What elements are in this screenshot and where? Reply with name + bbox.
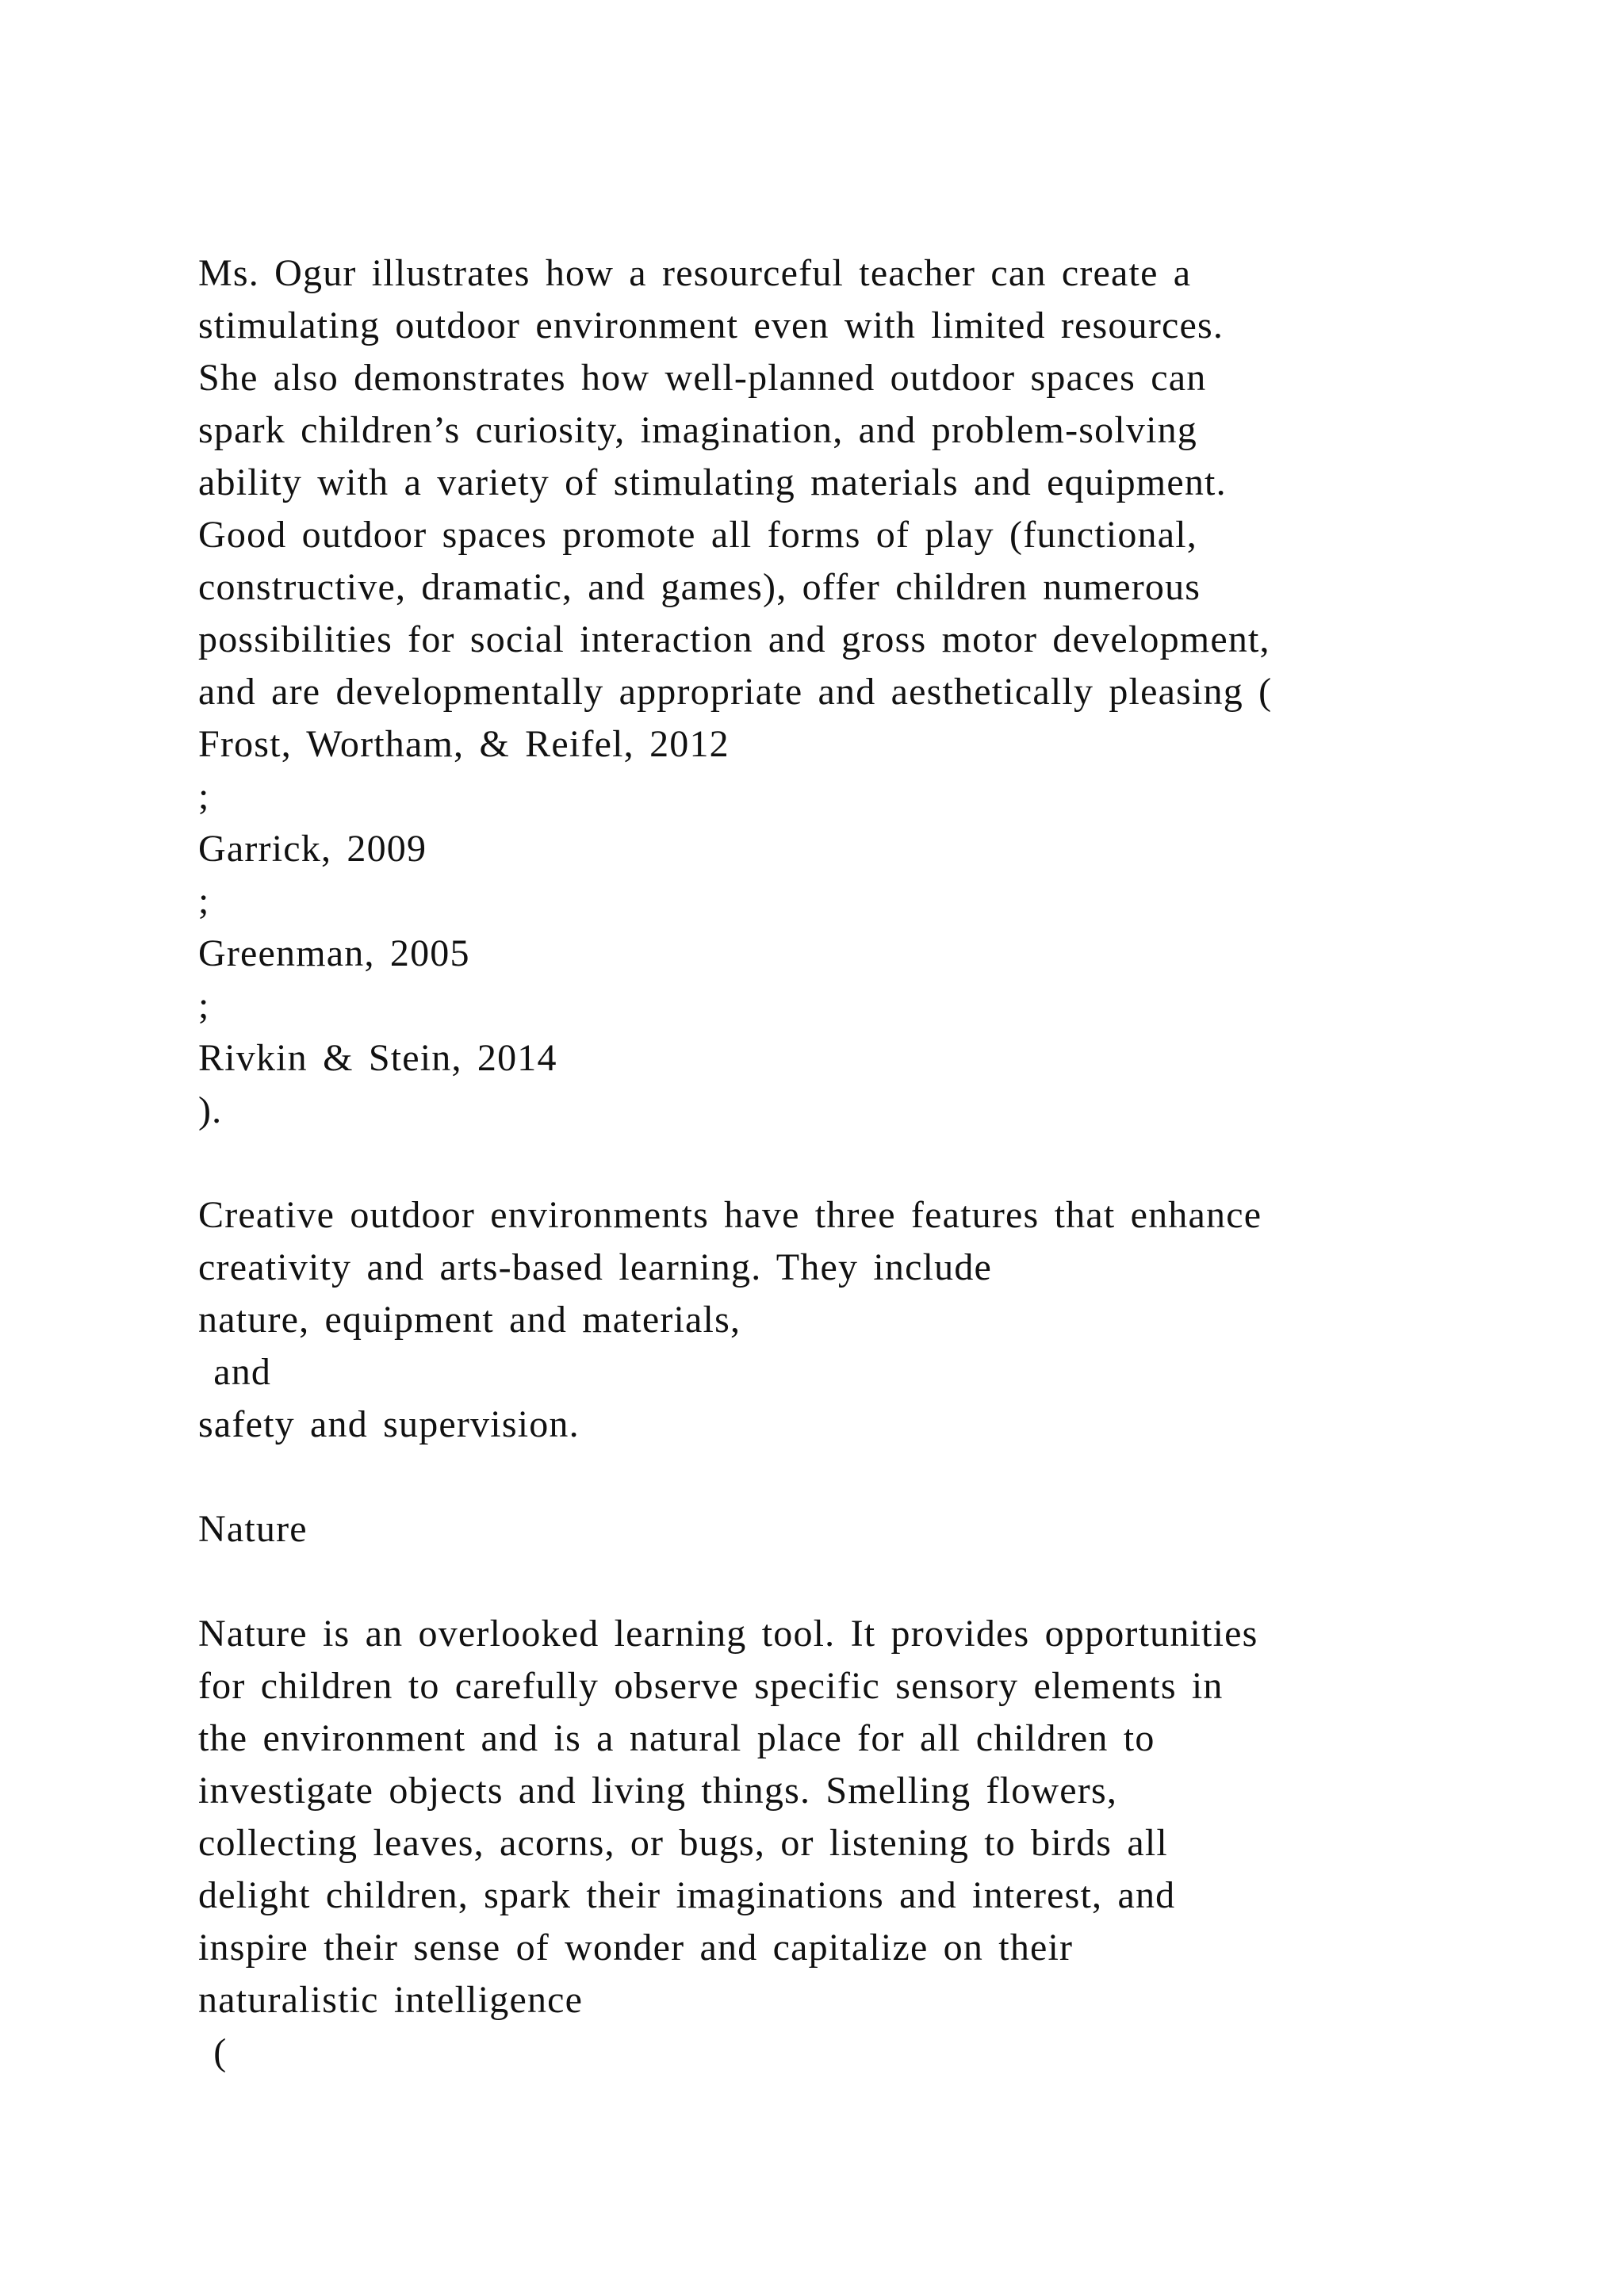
text-line: inspire their sense of wonder and capitalize on their	[198, 1927, 1074, 1969]
paragraph-gap	[198, 1451, 1483, 1503]
text-line: naturalistic intelligence	[198, 1979, 584, 2021]
text-line: investigate objects and living things. Smelling flowers,	[198, 1770, 1118, 1812]
paragraph-gap	[198, 1137, 1483, 1189]
text-line: and are developmentally appropriate and aesthetically pleasing (	[198, 671, 1273, 713]
text-line: collecting leaves, acorns, or bugs, or listening to birds all	[198, 1822, 1168, 1864]
text-line: the environment and is a natural place for all children to	[198, 1717, 1155, 1759]
text-line: possibilities for social interaction and gross motor development,	[198, 618, 1270, 660]
citation-separator: ;	[198, 880, 210, 922]
document-body-text	[198, 247, 1483, 2079]
paragraph-gap	[198, 1556, 1483, 1608]
citation-garrick: Garrick, 2009	[198, 828, 427, 870]
citation-greenman: Greenman, 2005	[198, 932, 470, 974]
citation-separator: ;	[198, 775, 210, 817]
citation-separator: ;	[198, 985, 210, 1027]
citation-frost: Frost, Wortham, & Reifel, 2012	[198, 723, 730, 765]
section-heading-nature: Nature	[198, 1508, 308, 1550]
text-line: creativity and arts-based learning. They include	[198, 1246, 993, 1288]
text-line: Nature is an overlooked learning tool. It provides opportunities	[198, 1613, 1258, 1655]
text-line: (	[198, 2031, 228, 2073]
text-line: stimulating outdoor environment even with limited resources.	[198, 304, 1224, 346]
feature-list-line: nature, equipment and materials,	[198, 1299, 741, 1341]
text-line: delight children, spark their imaginations and interest, and	[198, 1874, 1176, 1916]
text-line: She also demonstrates how well-planned outdoor spaces can	[198, 357, 1207, 399]
text-line: Creative outdoor environments have three features that enhance	[198, 1194, 1262, 1236]
text-line: spark children’s curiosity, imagination, and problem-solving	[198, 409, 1197, 451]
text-line: ability with a variety of stimulating materials and equipment.	[198, 461, 1227, 503]
citation-rivkin-stein: Rivkin & Stein, 2014	[198, 1037, 557, 1079]
citation-close: ).	[198, 1089, 223, 1131]
text-line: Ms. Ogur illustrates how a resourceful teacher can create a	[198, 252, 1192, 294]
feature-list-line: safety and supervision.	[198, 1403, 580, 1445]
text-line: Good outdoor spaces promote all forms of play (functional,	[198, 514, 1197, 556]
text-line: constructive, dramatic, and games), offer children numerous	[198, 566, 1201, 608]
feature-list-line: and	[198, 1351, 272, 1393]
text-line: for children to carefully observe specific sensory elements in	[198, 1665, 1224, 1707]
